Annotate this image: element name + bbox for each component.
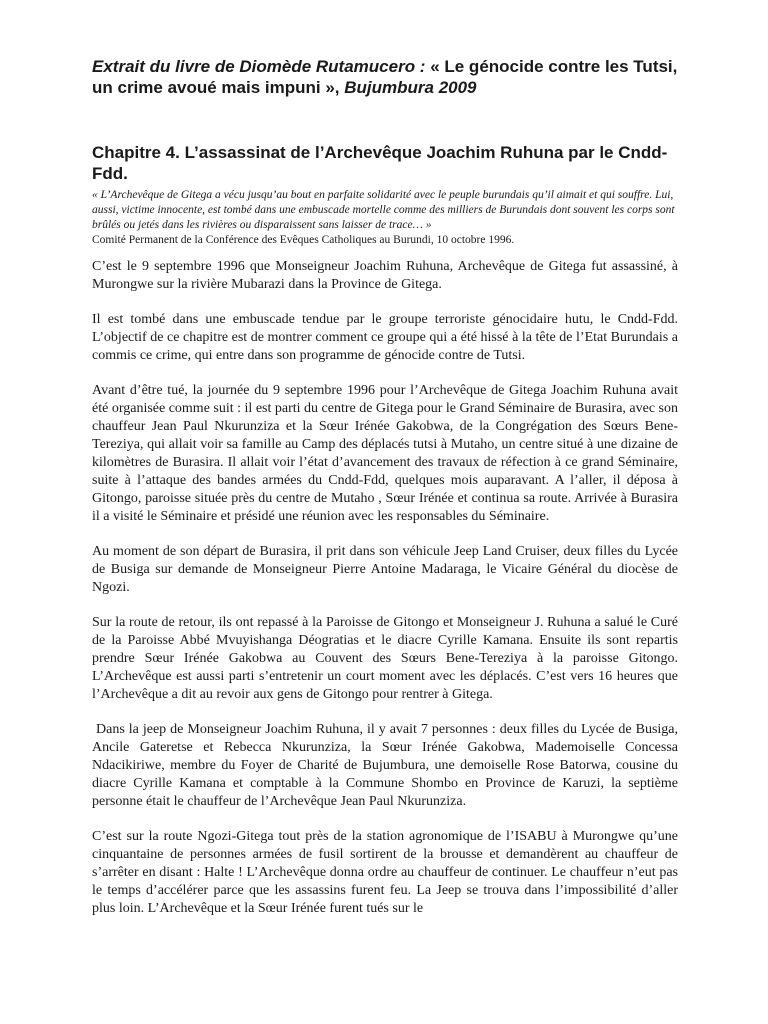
body-paragraph: Avant d’être tué, la journée du 9 septembre 1996 pour l’Archevêque de Gitega Joachim Ruhuna avait été organisée comme suit : il est parti du centre de Gitega pour le Grand Séminaire de Burasira, avec son chauffeur Jean Paul Nkurunziza et la Sœur Irénée Gakobwa, de la Congrégation des Sœurs Bene-Tereziya, qui allait voir sa famille au Camp des déplacés tutsi à Mutaho, un centre situé à une dizaine de kilomètres de Burasira. Il allait voir l’état d’avancement des travaux de réfection à ce grand Séminaire, suite à l’attaque des bandes armées du Cndd-Fdd, quelques mois auparavant. A l’aller, il déposa à Gitongo, paroisse située près du centre de Mutaho , Sœur Irénée et continua sa route. Arrivée à Burasira il a visité le Séminaire et présidé une réunion avec les responsables du Séminaire. (92, 383, 678, 524)
body-paragraph: C’est sur la route Ngozi-Gitega tout près de la station agronomique de l’ISABU à Murongwe qu’une cinquantaine de personnes armées de fusil sortirent de la brousse et demandèrent au chauffeur de s’arrêter en disant : Halte ! L’Archevêque donna ordre au chauffeur de continuer. Le chauffeur n’eut pas le temps d’accélérer parce que les assassins furent feu. La Jeep se trouva dans l’impossibilité d’aller plus loin. L’Archevêque et la Sœur Irénée furent tués sur le (92, 829, 678, 916)
body-paragraph: Il est tombé dans une embuscade tendue par le groupe terroriste génocidaire hutu, le Cndd-Fdd. L’objectif de ce chapitre est de montrer comment ce groupe qui a été hissé à la tête de l’Etat Burundais a commis ce crime, qui entre dans son programme de génocide contre de Tutsi. (92, 312, 678, 363)
document-page (92, 56, 678, 918)
book-citation-title: « Le génocide contre les Tutsi, un crime avoué mais impuni », (92, 57, 678, 97)
book-citation-header (92, 56, 678, 98)
body-paragraph: Au moment de son départ de Burasira, il prit dans son véhicule Jeep Land Cruiser, deux filles du Lycée de Busiga sur demande de Monseigneur Pierre Antoine Madaraga, le Vicaire Général du diocèse de Ngozi. (92, 544, 678, 595)
epigraph-quote: « L’Archevêque de Gitega a vécu jusqu’au bout en parfaite solidarité avec le peuple burundais qu’il aimait et qui souffre. Lui, aussi, victime innocente, est tombé dans une embuscade mortelle comme des milliers de Burundais dont souvent les corps sont brûlés ou jetés dans les rivières ou disparaissent sans laisser de trace… » (92, 189, 675, 231)
body-paragraph: C’est le 9 septembre 1996 que Monseigneur Joachim Ruhuna, Archevêque de Gitega fut assassiné, à Murongwe sur la rivière Mubarazi dans la Province de Gitega. (92, 259, 678, 292)
epigraph-attribution: Comité Permanent de la Conférence des Evêques Catholiques au Burundi, 10 octobre 1996. (92, 234, 515, 246)
book-citation-author: Extrait du livre de Diomède Rutamucero : (92, 57, 426, 76)
chapter-title: Chapitre 4. L’assassinat de l’Archevêque Joachim Ruhuna par le Cndd-Fdd. (92, 143, 668, 183)
body-paragraph: Dans la jeep de Monseigneur Joachim Ruhuna, il y avait 7 personnes : deux filles du Lycée de Busiga, Ancile Gateretse et Rebecca Nkurunziza, la Sœur Irénée Gakobwa, Mademoiselle Concessa Ndacikiriwe, membre du Foyer de Charité de Bujumbura, une demoiselle Rose Batorwa, cousine du diacre Cyrille Kamana et comptable à la Commune Shombo en Province de Karuzi, la septième personne était le chauffeur de l’Archevêque Jean Paul Nkurunziza. (92, 722, 678, 809)
book-citation-place-year: Bujumbura 2009 (344, 78, 477, 97)
body-paragraph: Sur la route de retour, ils ont repassé à la Paroisse de Gitongo et Monseigneur J. Ruhuna a salué le Curé de la Paroisse Abbé Mvuyishanga Déogratias et le diacre Cyrille Kamana. Ensuite ils sont repartis prendre Sœur Irénée Gakobwa au Couvent des Sœurs Bene-Tereziya à la paroisse Gitongo. L’Archevêque est aussi parti s’entretenir un court moment avec les déplacés. C’est vers 16 heures que l’Archevêque a dit au revoir aux gens de Gitongo pour rentrer à Gitega. (92, 615, 678, 702)
